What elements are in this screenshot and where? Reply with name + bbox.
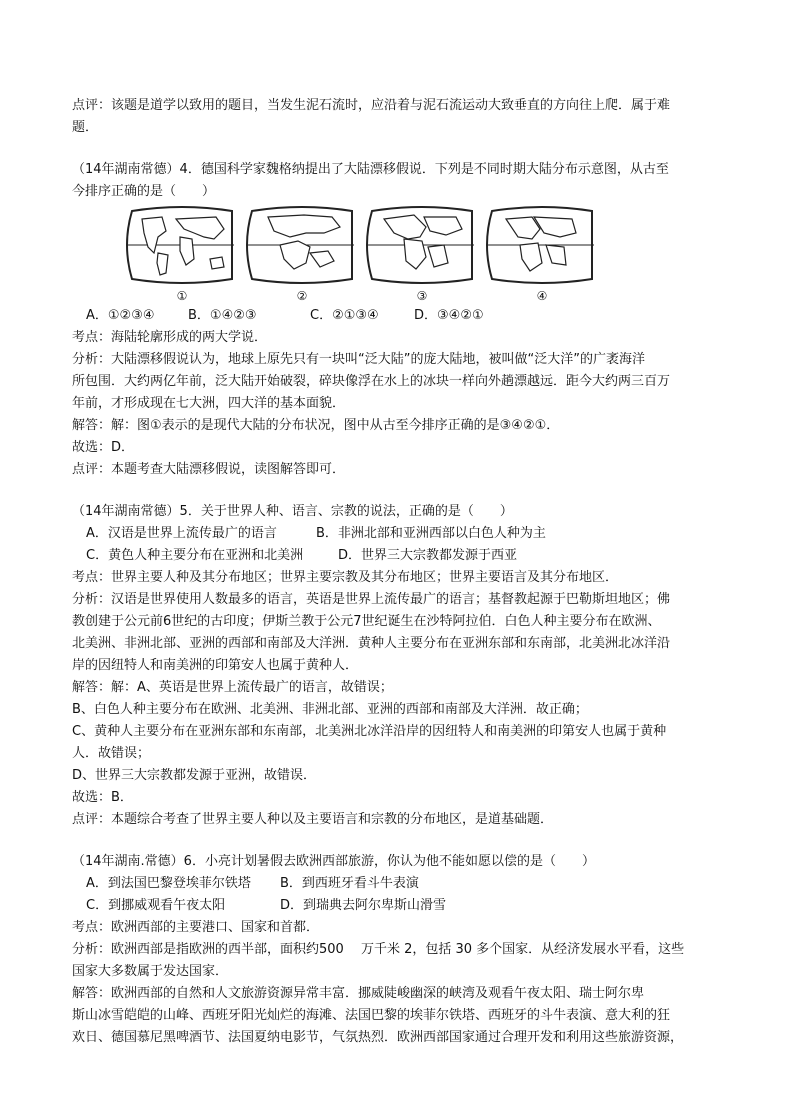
q6-jieda-line3: 欢日、德国慕尼黑啤酒节、法国夏纳电影节，气氛热烈．欧洲西部国家通过合理开发和利用这些旅游资源，: [72, 1030, 684, 1045]
q3-comment-line1: 点评：该题是道学以致用的题目，当发生泥石流时，应沿着与泥石流运动大致垂直的方向往上爬．属于难: [72, 98, 671, 113]
q6-option-a: A．到法国巴黎登埃菲尔铁塔: [86, 876, 251, 891]
map-3-image: [367, 207, 474, 283]
q6-jieda-line2: 斯山冰雪皑皑的山峰、西班牙阳光灿烂的海滩、法国巴黎的埃菲尔铁塔、西班牙的斗牛表演、意大利的狂: [72, 1008, 671, 1023]
q5-option-d: D．世界三大宗教都发源于西亚: [338, 548, 518, 563]
q5-answer: 故选：B．: [72, 790, 133, 805]
q4-option-b: B．①④②③: [188, 308, 257, 323]
q4-comment: 点评：本题考查大陆漂移假说，读图解答即可．: [72, 462, 346, 477]
q4-fenxi-line1: 分析：大陆漂移假说认为，地球上原先只有一块叫“泛大陆”的庞大陆地，被叫做“泛大洋”的广袤海洋: [72, 352, 645, 367]
q4-option-a: A．①②③④: [86, 308, 155, 323]
map-label-4: ④: [536, 289, 548, 303]
continental-drift-maps: [120, 205, 600, 305]
map-label-3: ③: [416, 289, 428, 303]
q4-stem-line1: （14年湖南常德）4．德国科学家魏格纳提出了大陆漂移假说．下列是不同时期大陆分布示意图，从古至: [72, 162, 669, 177]
q6-kaodian: 考点：欧洲西部的主要港口、国家和首都．: [72, 920, 320, 935]
q5-option-a: A．汉语是世界上流传最广的语言: [86, 526, 277, 541]
q5-stem: （14年湖南常德）5．关于世界人种、语言、宗教的说法，正确的是（ ）: [72, 504, 513, 519]
q6-option-c: C．到挪威观看午夜太阳: [86, 898, 226, 913]
map-1-image: [127, 207, 234, 283]
drift-map-figure: [120, 205, 600, 289]
map-4-image: [487, 207, 594, 283]
q5-option-b: B．非洲北部和亚洲西部以白色人种为主: [316, 526, 546, 541]
q4-stem-line2: 今排序正确的是（ ）: [72, 184, 216, 199]
q5-jieda-line5: D、世界三大宗教都发源于亚洲，故错误．: [72, 768, 317, 783]
q5-jieda-line4: 人．故错误；: [72, 746, 151, 761]
q6-stem: （14年湖南.常德）6．小亮计划暑假去欧洲西部旅游，你认为他不能如愿以偿的是（ ）: [72, 854, 595, 869]
q5-fenxi-line3: 北美洲、非洲北部、亚洲的西部和南部及大洋洲．黄种人主要分布在亚洲东部和东南部，北美洲北冰洋沿: [72, 636, 671, 651]
q5-comment: 点评：本题综合考查了世界主要人种以及主要语言和宗教的分布地区，是道基础题．: [72, 812, 554, 827]
q3-comment-line2: 题．: [72, 120, 99, 135]
q4-jieda: 解答：解：图①表示的是现代大陆的分布状况，图中从古至今排序正确的是③④②①．: [72, 418, 560, 433]
map-label-2: ②: [296, 289, 308, 303]
q4-option-c: C．②①③④: [310, 308, 379, 323]
q6-fenxi-line1: 分析：欧洲西部是指欧洲的西半部，面积约500 万千米 2，包括 30 多个国家．从经济发展水平看，这些: [72, 942, 685, 957]
q6-fenxi-line2: 国家大多数属于发达国家．: [72, 964, 229, 979]
q4-option-d: D．③④②①: [414, 308, 484, 323]
q5-fenxi-line1: 分析：汉语是世界使用人数最多的语言，英语是世界上流传最广的语言；基督教起源于巴勒斯坦地区；佛: [72, 592, 671, 607]
q5-option-c: C．黄色人种主要分布在亚洲和北美洲: [86, 548, 304, 563]
q6-jieda-line1: 解答：欧洲西部的自然和人文旅游资源异常丰富．挪威陡峻幽深的峡湾及观看午夜太阳、瑞士阿尔卑: [72, 986, 645, 1001]
q4-kaodian: 考点：海陆轮廓形成的两大学说．: [72, 330, 268, 345]
q5-jieda-line2: B、白色人种主要分布在欧洲、北美洲、非洲北部、亚洲的西部和南部及大洋洲．故正确；: [72, 702, 588, 717]
q5-jieda-line1: 解答：解：A、英语是世界上流传最广的语言，故错误；: [72, 680, 393, 695]
q5-fenxi-line4: 岸的因纽特人和南美洲的印第安人也属于黄种人．: [72, 658, 359, 673]
q6-option-d: D．到瑞典去阿尔卑斯山滑雪: [280, 898, 447, 913]
q6-option-b: B．到西班牙看斗牛表演: [280, 876, 419, 891]
q4-fenxi-line2: 所包围．大约两亿年前，泛大陆开始破裂，碎块像浮在水上的冰块一样向外趟漂越远．距今大约两三百万: [72, 374, 671, 389]
map-label-1: ①: [176, 289, 188, 303]
q5-jieda-line3: C、黄种人主要分布在亚洲东部和东南部，北美洲北冰洋沿岸的因纽特人和南美洲的印第安人也属于黄种: [72, 724, 667, 739]
q4-answer: 故选：D．: [72, 440, 135, 455]
map-2-image: [247, 207, 354, 283]
q5-fenxi-line2: 教创建于公元前6世纪的古印度；伊斯兰教于公元7世纪诞生在沙特阿拉伯．白色人种主要分布在欧洲、: [72, 614, 661, 629]
q5-kaodian: 考点：世界主要人种及其分布地区；世界主要宗教及其分布地区；世界主要语言及其分布地区．: [72, 570, 619, 585]
q4-fenxi-line3: 年前，才形成现在七大洲，四大洋的基本面貌．: [72, 396, 346, 411]
